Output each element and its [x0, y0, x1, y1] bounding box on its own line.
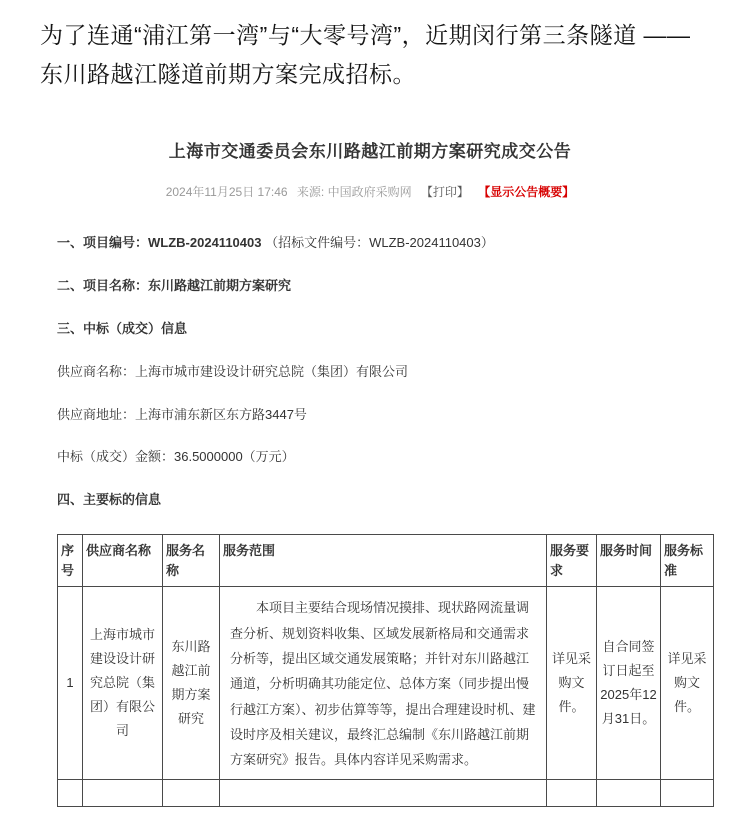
- col-header-seq: 序号: [58, 535, 83, 587]
- col-header-standard: 服务标准: [661, 535, 714, 587]
- cell-supplier: 上海市城市建设设计研究总院（集团）有限公司: [83, 587, 163, 779]
- col-header-requirement: 服务要求: [547, 535, 597, 587]
- info-table: [57, 534, 714, 806]
- table-header-row: [58, 535, 714, 587]
- col-header-service-name: 服务名称: [163, 535, 220, 587]
- empty-cell: [547, 779, 597, 806]
- cell-requirement: 详见采购文件。: [547, 587, 597, 779]
- award-amount-line: 中标（成交）金额：36.5000000（万元）: [57, 449, 295, 465]
- cell-scope: 本项目主要结合现场情况摸排、现状路网流量调查分析、规划资料收集、区域发展新格局和交通需求分析等，提出区域交通发展策略；并针对东川路越江通道，分析明确其功能定位、总体方案（同步提出慢行越江方案）、初步估算等等，提出合理建设时机、建设时序及相关建议，最终汇总编制《东川路越江前期方案研究》报告。具体内容详见采购需求。: [220, 587, 547, 779]
- col-header-supplier: 供应商名称: [83, 535, 163, 587]
- project-name-label: 二、项目名称：: [57, 278, 149, 294]
- col-header-time: 服务时间: [597, 535, 661, 587]
- intro-paragraph: 为了连通“浦江第一湾”与“大零号湾”，近期闵行第三条隧道 —— 东川路越江隧道前期方案完成招标。: [40, 22, 691, 87]
- cell-service-name: 东川路越江前期方案研究: [163, 587, 220, 779]
- meta-datetime: 2024年11月25日 17:46: [165, 185, 288, 200]
- empty-cell: [661, 779, 714, 806]
- project-number-label: 一、项目编号：: [57, 235, 149, 251]
- cell-standard: 详见采购文件。: [661, 587, 714, 779]
- project-number-value: WLZB-2024110403: [148, 235, 262, 251]
- supplier-name-line: 供应商名称：上海市城市建设设计研究总院（集团）有限公司: [57, 363, 409, 379]
- meta-line: [0, 183, 740, 200]
- section-project-name: [57, 277, 686, 296]
- meta-source: 来源: 中国政府采购网: [296, 185, 412, 200]
- cell-time: 自合同签订日起至2025年12月31日。: [597, 587, 661, 779]
- project-name-value: 东川路越江前期方案研究: [148, 278, 292, 294]
- cell-seq: 1: [58, 587, 83, 779]
- empty-cell: [597, 779, 661, 806]
- empty-cell: [58, 779, 83, 806]
- empty-cell: [163, 779, 220, 806]
- announcement-title: 上海市交通委员会东川路越江前期方案研究成交公告: [168, 142, 572, 162]
- show-summary-link[interactable]: 【显示公告概要】: [478, 185, 575, 200]
- col-header-scope: 服务范围: [220, 535, 547, 587]
- section-main-subject-heading: 四、主要标的信息: [57, 492, 162, 508]
- supplier-address-line: 供应商地址：上海市浦东新区东方路3447号: [57, 406, 307, 422]
- announcement-body: [57, 234, 707, 806]
- section-award-info-heading: 三、中标（成交）信息: [57, 320, 188, 336]
- project-number-extra: （招标文件编号：WLZB-2024110403）: [265, 235, 494, 251]
- section-project-number: [57, 234, 686, 253]
- table-empty-row: [58, 779, 714, 806]
- empty-cell: [83, 779, 163, 806]
- print-link[interactable]: 【打印】: [420, 185, 469, 200]
- empty-cell: [220, 779, 547, 806]
- table-row: [58, 587, 714, 779]
